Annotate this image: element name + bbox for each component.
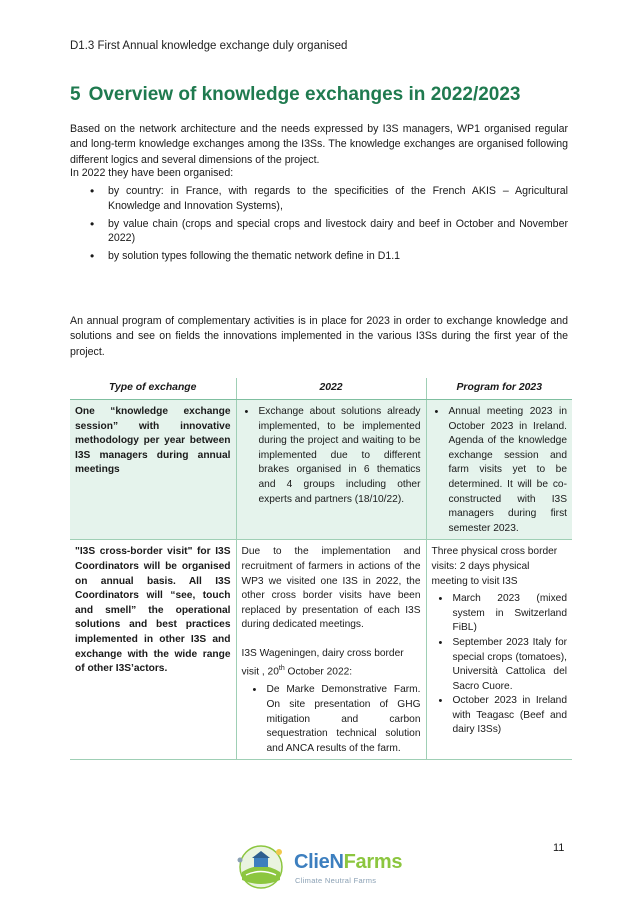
header-program-2023: Program for 2023	[426, 378, 572, 400]
logo-wordmark: ClieNFarms	[294, 851, 403, 873]
logo-tagline: Climate Neutral Farms	[295, 876, 377, 885]
visit-line: I3S Wageningen, dairy cross border visit , 20th October 2022:	[241, 647, 404, 677]
exchange-table	[70, 378, 572, 760]
row-type-cell: One “knowledge exchange session” with innovative methodology per year between I3S managers during annual meetings	[70, 400, 236, 540]
cell-text: Due to the implementation and recruitment of farmers in actions of the WP3 we visited one I3S in 2022, the other cross border visits have been replaced by presentation of each I3S during dedicated meetings.	[241, 546, 421, 631]
section-number: 5	[70, 84, 81, 105]
list-item: • March 2023 (mixed system in Switzerland FiBL)	[436, 592, 568, 636]
section-title	[70, 84, 521, 106]
list-item: • by country: in France, with regards to the specificities of the French AKIS – Agricultural Knowledge and Innovation Systems),	[70, 184, 568, 214]
list-item: • October 2023 in Ireland with Teagasc (Beef and dairy I3Ss)	[436, 694, 568, 738]
list-item: • by value chain (crops and special crops and livestock dairy and beef in October and November 2022)	[70, 217, 568, 247]
table-row	[70, 540, 572, 760]
list-item: • Annual meeting 2023 in October 2023 in Ireland. Agenda of the knowledge exchange session and farm visits yet to be determined. It will be co-constructed with I3S managers during first semester 2023.	[432, 405, 568, 536]
row-2022-cell	[236, 400, 426, 540]
clienfarms-logo	[232, 842, 412, 892]
table-row	[70, 400, 572, 540]
list-item: • September 2023 Italy for special crops (tomatoes), Università Cattolica del Sacro Cuore.	[436, 636, 568, 694]
header-2022: 2022	[236, 378, 426, 400]
organisation-list	[70, 184, 568, 267]
table-header-row	[70, 378, 572, 400]
intro-paragraph: Based on the network architecture and the needs expressed by I3S managers, WP1 organised regular and long-term knowledge exchanges among the I3Ss. The knowledge exchanges are organised following different logics and several dimensions of the project.	[70, 123, 568, 166]
section-title-text: Overview of knowledge exchanges in 2022/2023	[88, 84, 521, 105]
list-item: • Exchange about solutions already implemented, to be implemented during the project and waiting to be implemented due to different brakes organised in 6 thematics and 4 groups including other experts and partners (18/10/22).	[242, 405, 421, 507]
row-2023-cell	[426, 400, 572, 540]
page-number: 11	[553, 842, 565, 854]
row-2022-cell	[236, 540, 426, 760]
header-type-of-exchange: Type of exchange	[70, 378, 236, 400]
list-item: • by solution types following the thematic network define in D1.1	[70, 249, 568, 264]
list-item: • De Marke Demonstrative Farm. On site presentation of GHG mitigation and carbon sequestration technical solution and ANCA results of the farm.	[250, 683, 421, 756]
running-header: D1.3 First Annual knowledge exchange duly organised	[70, 40, 348, 52]
row-type-cell: "I3S cross-border visit" for I3S Coordinators will be organised on annual basis. All I3S Coordinators will “see, touch and smell” the operational solutions and best practices implemented in other I3S and exchange with the wide range of other I3S’actors.	[70, 540, 236, 760]
intro-lead: In 2022 they have been organised:	[70, 167, 234, 179]
cell-text: Three physical cross border visits: 2 days physical meeting to visit I3S	[431, 546, 558, 587]
row-2023-cell	[426, 540, 572, 760]
program-paragraph: An annual program of complementary activities is in place for 2023 in order to exchange knowledge and solutions and see on fields the innovations implemented in the various I3Ss during the first year of the project.	[70, 315, 568, 358]
farm-emblem-icon	[232, 842, 290, 892]
